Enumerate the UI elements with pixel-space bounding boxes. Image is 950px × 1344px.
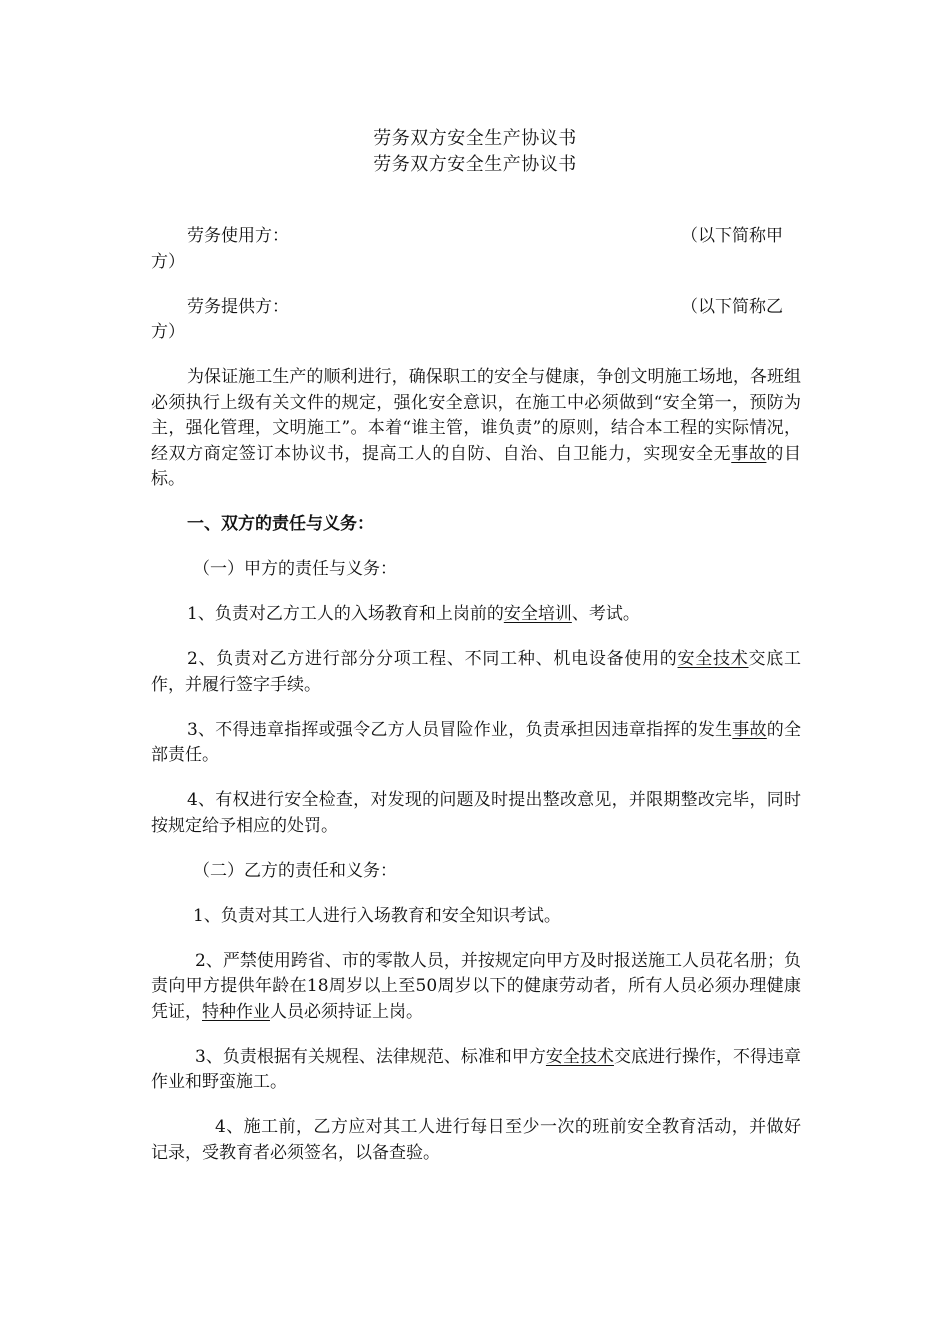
party-b-duty-1: 1、负责对其工人进行入场教育和安全知识考试。 — [193, 905, 561, 926]
party-b-suffix: （以下简称乙 — [681, 296, 783, 317]
party-b-duty-2: 2、严禁使用跨省、市的零散人员，并按规定向甲方及时报送施工人员花名册；负责向甲方提供年龄在18周岁以上至50周岁以下的健康劳动者，所有人员必须办理健康凭证，特种作业人员必须持证上岗。 — [151, 950, 801, 1022]
document-title-repeat: 劳务双方安全生产协议书 — [373, 154, 577, 175]
party-a-duty-2: 2、负责对乙方进行部分分项工程、不同工种、机电设备使用的安全技术交底工作，并履行签字手续。 — [151, 649, 801, 695]
party-b-duty-4: 4、施工前，乙方应对其工人进行每日至少一次的班前安全教育活动，并做好记录，受教育者必须签名，以备查验。 — [151, 1117, 801, 1163]
party-a-duty-1: 1、负责对乙方工人的入场教育和上岗前的安全培训、考试。 — [187, 604, 640, 624]
party-a-suffix-continued: 方） — [151, 251, 185, 272]
party-b-duties-heading: （二）乙方的责任和义务： — [193, 860, 397, 881]
accident-link-2[interactable]: 事故 — [732, 719, 767, 740]
party-b-line — [151, 295, 801, 321]
party-b-suffix-continued: 方） — [151, 322, 185, 342]
intro-paragraph: 为保证施工生产的顺利进行，确保职工的安全与健康，争创文明施工场地，各班组必须执行上级有关文件的规定，强化安全意识，在施工中必须做到“安全第一，预防为主，强化管理，文明施工”。本着“谁主管，谁负责”的原则，结合本工程的实际情况，经双方商定签订本协议书，提高工人的自防、自治、自卫能力，实现安全无事故的目标。 — [151, 367, 802, 489]
section-heading-responsibilities: 一、双方的责任与义务： — [187, 514, 374, 534]
party-b-label: 劳务提供方： — [187, 296, 289, 317]
special-operations-link[interactable]: 特种作业 — [202, 1001, 270, 1022]
party-a-duties-heading: （一）甲方的责任与义务： — [193, 559, 397, 579]
accident-link[interactable]: 事故 — [731, 443, 767, 464]
party-b-duty-3: 3、负责根据有关规程、法律规范、标准和甲方安全技术交底进行操作，不得违章作业和野蛮施工。 — [151, 1046, 802, 1092]
party-a-line — [151, 224, 801, 250]
party-a-suffix: （以下简称甲 — [681, 226, 783, 246]
safety-training-link[interactable]: 安全培训 — [503, 604, 572, 624]
document-body — [151, 224, 801, 1166]
safety-technology-link[interactable]: 安全技术 — [677, 649, 749, 669]
safety-technology-link-2[interactable]: 安全技术 — [545, 1046, 614, 1067]
party-a-label: 劳务使用方： — [187, 226, 289, 246]
document-title: 劳务双方安全生产协议书 — [373, 128, 577, 149]
party-a-duty-3: 3、不得违章指挥或强令乙方人员冒险作业，负责承担因违章指挥的发生事故的全部责任。 — [151, 719, 801, 765]
party-a-duty-4: 4、有权进行安全检查，对发现的问题及时提出整改意见，并限期整改完毕，同时按规定给予相应的处罚。 — [151, 790, 801, 836]
